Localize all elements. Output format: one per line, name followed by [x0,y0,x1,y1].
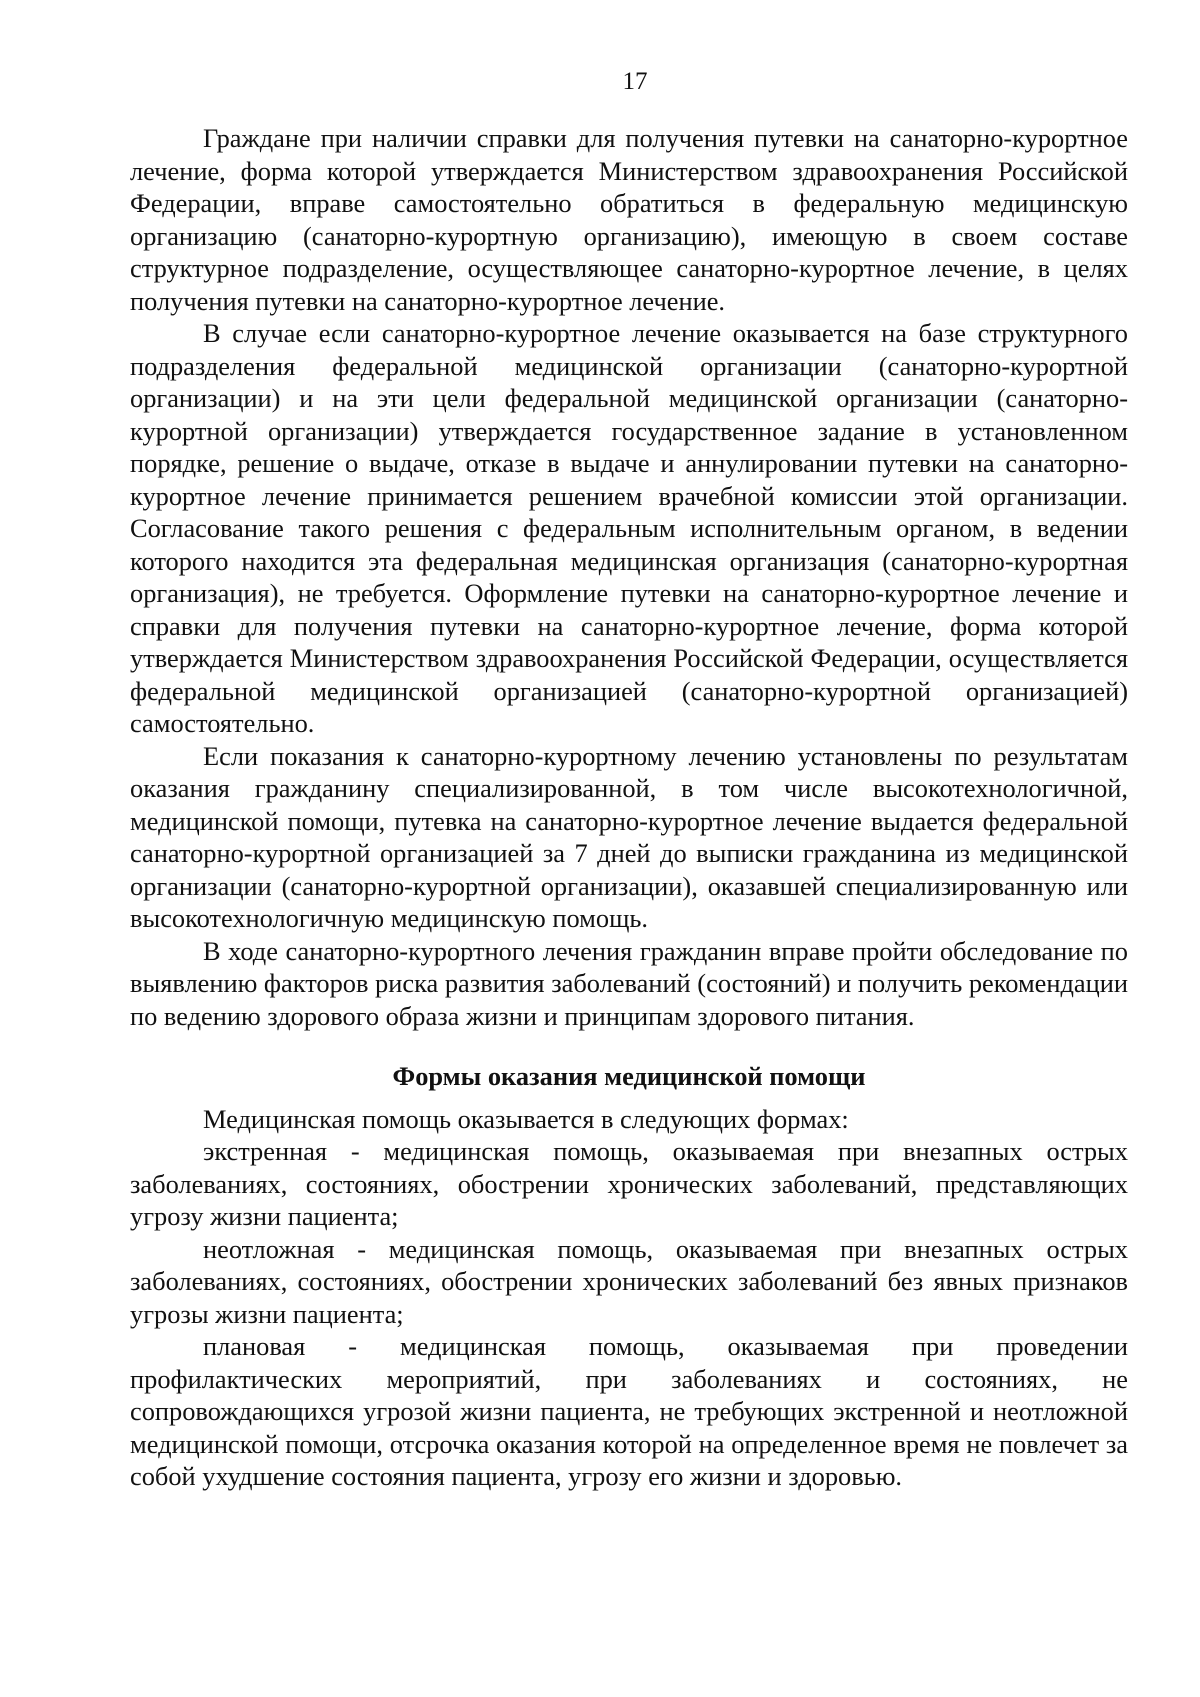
section-heading: Формы оказания медицинской помощи [392,1061,866,1091]
page-number: 17 [622,68,648,95]
document-body [130,122,1128,1493]
paragraph-indications: Если показания к санаторно-курортному лечению установлены по результатам оказания гражданину специализированной, в том числе высокотехнологичной, медицинской помощи, путевка на санаторно-курортное лечение выдается федеральной санаторно-курортной организацией за 7 дней до выписки гражданина из медицинской организации (санаторно-курортной организации), оказавшей специализированную или высокотехнологичную медицинскую помощь. [130,740,1128,933]
paragraph-structural-unit: В случае если санаторно-курортное лечение оказывается на базе структурного подразделения федеральной медицинской организации (санаторно-курортной организации) и на эти цели федеральной медицинской организации (санаторно-курортной организации) утверждается государственное задание в установленном порядке, решение о выдаче, отказе в выдаче и аннулировании путевки на санаторно-курортное лечение принимается решением врачебной комиссии этой организации. Согласование такого решения с федеральным исполнительным органом, в ведении которого находится эта федеральная медицинская организация (санаторно-курортная организация), не требуется. Оформление путевки на санаторно-курортное лечение и справки для получения путевки на санаторно-курортное лечение, форма которой утверждается Министерством здравоохранения Российской Федерации, осуществляется федеральной медицинской организацией (санаторно-курортной организацией) самостоятельно. [130,318,1128,738]
paragraph-voucher-certificate: Граждане при наличии справки для получения путевки на санаторно-курортное лечение, форма которой утверждается Министерством здравоохранения Российской Федерации, вправе самостоятельно обратиться в федеральную медицинскую организацию (санаторно-курортную организацию), имеющую в своем составе структурное подразделение, осуществляющее санаторно-курортное лечение, в целях получения путевки на санаторно-курортное лечение. [130,123,1128,316]
paragraph-form-planned: плановая - медицинская помощь, оказываемая при проведении профилактических мероприятий, при заболеваниях и состояниях, не сопровождающихся угрозой жизни пациента, не требующих экстренной и неотложной медицинской помощи, отсрочка оказания которой на определенное время не повлечет за собой ухудшение состояния пациента, угрозу его жизни и здоровью. [130,1331,1128,1491]
paragraph-examination: В ходе санаторно-курортного лечения гражданин вправе пройти обследование по выявлению факторов риска развития заболеваний (состояний) и получить рекомендации по ведению здорового образа жизни и принципам здорового питания. [130,935,1128,1031]
paragraph-form-urgent: неотложная - медицинская помощь, оказываемая при внезапных острых заболеваниях, состояниях, обострении хронических заболеваний без явных признаков угрозы жизни пациента; [130,1233,1128,1329]
paragraph-form-emergency: экстренная - медицинская помощь, оказываемая при внезапных острых заболеваниях, состояниях, обострении хронических заболеваний, представляющих угрозу жизни пациента; [130,1136,1128,1231]
paragraph-forms-intro: Медицинская помощь оказывается в следующих формах: [203,1103,849,1134]
